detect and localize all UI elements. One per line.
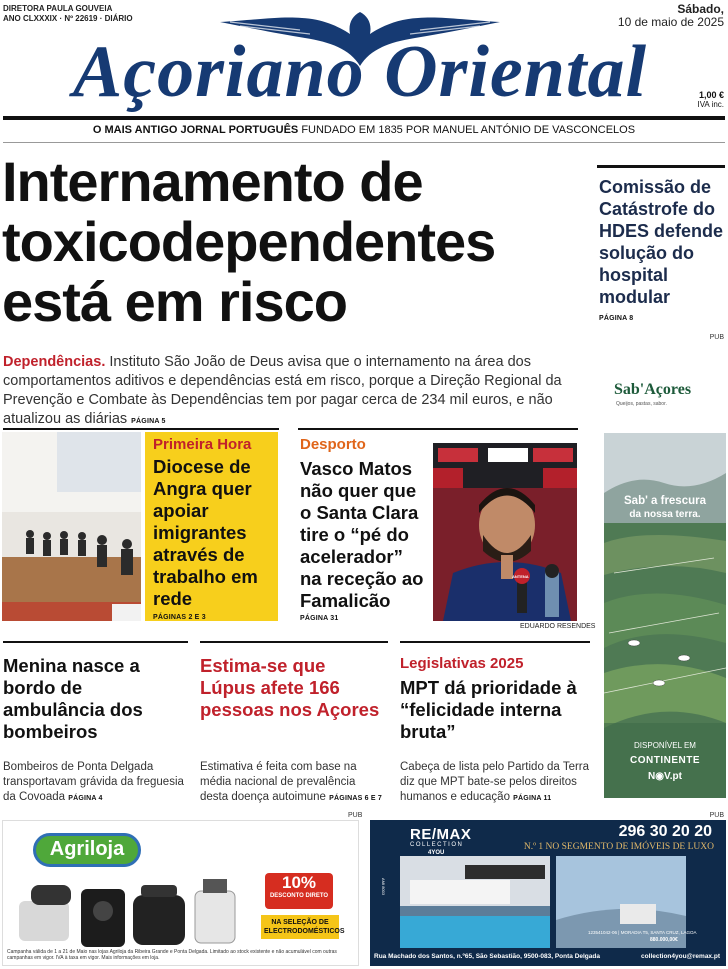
discount-label: DESCONTO DIRETO bbox=[269, 893, 329, 899]
story-mpt-body: Cabeça de lista pelo Partido da Terra diz que MPT bate-se pelos direitos humanos e educação bbox=[400, 761, 590, 803]
date-text: 10 de maio de 2025 bbox=[617, 15, 724, 29]
section-rule bbox=[298, 428, 578, 430]
remax-email[interactable]: collection4you@remax.pt bbox=[641, 953, 720, 960]
tagline-bold: O MAIS ANTIGO JORNAL PORTUGUÊS bbox=[92, 124, 299, 136]
conference-photo-image bbox=[2, 432, 141, 621]
selection-label: NA SELEÇÃO DE ELECTRODOMÉSTICOS bbox=[261, 915, 339, 939]
story-mpt-headline[interactable]: MPT dá prioridade à “felicidade interna bruta” bbox=[400, 677, 577, 742]
desporto-headline[interactable]: Vasco Matos não quer que o Santa Clara tire o “pé do acelerador” na receção ao Famalicão bbox=[300, 458, 424, 611]
landscape-illustration bbox=[604, 343, 726, 798]
section-rule bbox=[3, 641, 188, 643]
continente-logo: CONTINENTE bbox=[630, 755, 700, 766]
story-lupus-page-ref: PÁGINAS 6 E 7 bbox=[329, 795, 382, 802]
conference-photo[interactable] bbox=[2, 432, 141, 621]
remax-tagline: N.º 1 NO SEGMENTO DE IMÓVEIS DE LUXO bbox=[523, 842, 714, 852]
story-ambulance-summary bbox=[3, 760, 188, 806]
primeira-hora-kicker: Primeira Hora bbox=[153, 436, 252, 453]
remax-agency: 4YOU bbox=[428, 850, 445, 856]
section-rule bbox=[400, 641, 590, 643]
story-mpt-summary bbox=[400, 760, 590, 806]
section-rule bbox=[200, 641, 388, 643]
lead-kicker: Dependências. bbox=[3, 354, 106, 370]
agriloja-brand: Agriloja bbox=[49, 838, 125, 860]
vat-note: IVA inc. bbox=[697, 100, 724, 109]
story-lupus-headline[interactable]: Estima-se que Lúpus afete 166 pessoas nos Açores bbox=[200, 655, 380, 720]
side-story-page-ref: PÁGINA 8 bbox=[599, 315, 634, 322]
listing-ref: 123541042-06 | MORADIA T5, SANTA CRUZ, LAGOA bbox=[588, 930, 697, 935]
remax-phone[interactable]: 296 30 20 20 bbox=[618, 823, 712, 840]
appliances-illustration bbox=[11, 871, 251, 951]
sabacores-ad[interactable] bbox=[604, 343, 726, 798]
remax-ad[interactable] bbox=[370, 820, 726, 966]
desporto-page-ref: PÁGINA 31 bbox=[300, 615, 339, 622]
director-line: DIRETORA PAULA GOUVEIA bbox=[3, 4, 113, 13]
discount-badge bbox=[265, 873, 333, 909]
coach-photo[interactable] bbox=[433, 443, 577, 621]
side-story-headline[interactable]: Comissão de Catástrofe do HDES defende solução do hospital modular bbox=[599, 177, 724, 307]
ad-label: PUB bbox=[709, 334, 724, 341]
listing-price: 880.000,00€ bbox=[650, 937, 678, 943]
remax-address: Rua Machado dos Santos, n.º65, São Sebastião, 9500-083, Ponta Delgada bbox=[374, 953, 600, 960]
story-mpt-page-ref: PÁGINA 11 bbox=[513, 795, 552, 802]
primeira-hora-page-ref: PÁGINAS 2 E 3 bbox=[153, 614, 206, 621]
sabacores-brand: Sab'Açores bbox=[614, 381, 692, 398]
lead-headline[interactable]: Internamento de toxicodependentes está em risco bbox=[2, 150, 496, 333]
discount-value: 10% bbox=[281, 873, 317, 892]
story-lupus-summary bbox=[200, 760, 385, 806]
story-ambulance-body: Bombeiros de Ponta Delgada transportavam grávida da freguesia da Covoada bbox=[3, 761, 184, 803]
masthead-info bbox=[3, 4, 133, 24]
price: 1,00 € bbox=[698, 90, 724, 100]
ad-label: PUB bbox=[348, 812, 363, 819]
agriloja-fineprint: Campanha válida de 1 a 21 de Maio nas lojas Agriloja da Ribeira Grande e Ponta Delgada. Limitado ao stock existente e não acumulável com outras campanhas em vigor. IVA à taxa em vigor. Mais informações em loja. bbox=[7, 949, 337, 961]
lead-summary bbox=[3, 353, 583, 431]
remax-side-note: AMI 8003 bbox=[381, 878, 386, 896]
available-label: DISPONÍVEL EM bbox=[634, 741, 696, 750]
tagline bbox=[0, 124, 728, 136]
photo-credit: EDUARDO RESENDES bbox=[520, 623, 596, 630]
story-lupus-body: Estimativa é feita com base na média nacional de prevalência desta doença autoimune bbox=[200, 761, 357, 803]
masthead-rule bbox=[3, 116, 725, 120]
story-ambulance-page-ref: PÁGINA 4 bbox=[68, 795, 103, 802]
lead-body: Instituto São João de Deus avisa que o internamento na área dos comportamentos aditivos e dependências está em risco, porque a Direção Regional da Prevenção e Combate às Dependências tem por pagar cerca de 234 mil euros, e não atualizou as diárias bbox=[3, 354, 562, 427]
issue-line: ANO CLXXXIX · Nº 22619 · DIÁRIO bbox=[3, 14, 133, 23]
sabacores-slogan: Queijos, pastas, sabor. bbox=[616, 401, 667, 407]
issue-date bbox=[618, 3, 724, 29]
legislativas-kicker: Legislativas 2025 bbox=[400, 655, 524, 672]
remax-brand: RE/MAX bbox=[410, 826, 472, 843]
divider bbox=[3, 142, 725, 143]
nov-logo: N◉V.pt bbox=[648, 771, 682, 782]
weekday: Sábado, bbox=[677, 2, 724, 16]
tagline-rest: FUNDADO EM 1835 POR MANUEL ANTÓNIO DE VASCONCELOS bbox=[301, 124, 636, 136]
primeira-hora-headline[interactable]: Diocese de Angra quer apoiar imigrantes através de trabalho em rede bbox=[153, 456, 258, 609]
side-story-rule bbox=[597, 165, 725, 168]
price-block bbox=[697, 91, 724, 109]
coach-photo-image bbox=[433, 443, 577, 621]
lead-page-ref: PÁGINA 5 bbox=[131, 418, 166, 425]
section-rule bbox=[3, 428, 279, 430]
sabacores-subline: da nossa terra. bbox=[629, 509, 701, 520]
sabacores-headline: Sab' a frescura bbox=[624, 495, 706, 507]
story-ambulance-headline[interactable]: Menina nasce a bordo de ambulância dos bombeiros bbox=[3, 655, 143, 742]
mic-label: ANTENA bbox=[512, 574, 529, 579]
newspaper-logo[interactable]: Açoriano Oriental bbox=[72, 31, 648, 113]
ad-label: PUB bbox=[709, 812, 724, 819]
primeira-hora-box[interactable] bbox=[145, 432, 278, 621]
desporto-kicker: Desporto bbox=[300, 436, 366, 453]
agriloja-ad[interactable] bbox=[2, 820, 359, 966]
remax-collection: COLLECTION bbox=[410, 842, 464, 848]
